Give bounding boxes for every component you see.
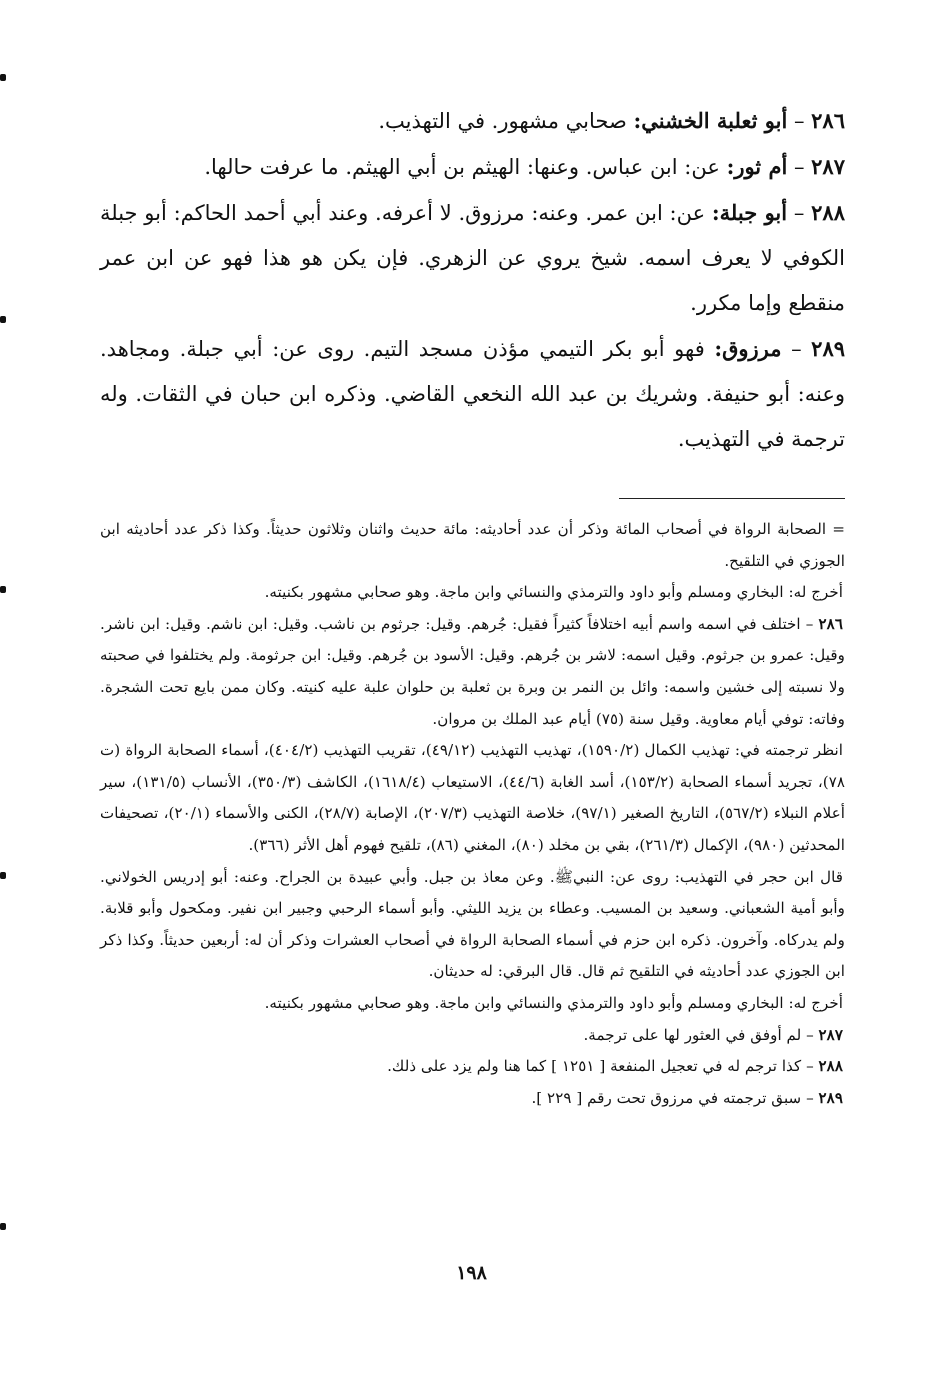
footnote-289 xyxy=(100,1083,845,1115)
footnote-separator: – xyxy=(800,614,819,633)
footnote-286 xyxy=(100,609,845,735)
entry-separator: – xyxy=(787,109,812,133)
footnote-takhrij-286: أخرج له: البخاري ومسلم وأبو داود والترمذي والنسائي وابن ماجة. وهو صحابي مشهور بكنيته. xyxy=(264,583,843,602)
entry-name: أم ثور: xyxy=(726,154,788,179)
footnote-ibn-hajar: قال ابن حجر في التهذيب: روى عن: النبيﷺ. وعن معاذ بن جبل. وأبي عبيدة بن الجراح. وعنه: أبو إدريس الخولاني. وأبو أمية الشعباني. وسعيد بن المسيب. وعطاء بن يزيد الليثي. وأبو أسماء الرحبي وجبير ابن نفير. ومكحول وأبو قلابة. ولم يدركاه. وآخرون. ذكره ابن حزم في أسماء الصحابة الرواة في أصحاب العشرات وذكر أن له: أربعين حديثاً. وكذا ذكر ابن الجوزي عدد أحاديثه في التلقيح ثم قال. قال البرقي: له حديثان. xyxy=(100,867,845,981)
footnote-separator: – xyxy=(801,1088,819,1107)
footnote-text: اختلف في اسمه واسم أبيه اختلافاً كثيراً فقيل: جُرهم. وقيل: جرثوم بن ناشب. وقيل: ابن ناشم. وقيل: ابن ناشر. وقيل: عمرو بن جرثوم. وقيل اسمه: لاشر بن جُرهم. وقيل: الأسود بن جُرهم. وقيل: ابن جرثومة. ولم يختلفوا في صحبته ولا نسبته إلى خشين واسمه: وائل بن النمر بن وبرة بن ثعلبة بن حلوان علبة عليه كنيته. وكان ممن بايع تحت الشجرة. وفاته: توفي أيام معاوية. وقيل سنة (٧٥) أيام عبد الملك بن مروان. xyxy=(100,614,845,728)
footnotes xyxy=(100,514,845,1114)
footnote-divider xyxy=(619,498,845,499)
footnote-takhrij-2: أخرج له: البخاري ومسلم وأبو داود والترمذي والنسائي وابن ماجة. وهو صحابي مشهور بكنيته. xyxy=(264,993,843,1012)
entry-text: عن: ابن عمر. وعنه: مرزوق. لا أعرفه. وعند أبي أحمد الحاكم: أبو جبلة الكوفي لا يعرف اسمه. شيخ يروي عن الزهري. فإن يكن هو هذا فهو عن ابن عمر منقطع وإما مكرر. xyxy=(100,201,845,315)
footnote-number: ٢٨٨ xyxy=(818,1057,843,1076)
entry-separator: – xyxy=(787,155,812,179)
entry-286 xyxy=(100,98,845,144)
entry-289 xyxy=(100,326,845,462)
entry-text: فهو أبو بكر التيمي مؤذن مسجد التيم. روى عن: أبي جبلة. ومجاهد. وعنه: أبو حنيفة. وشريك بن عبد الله النخعي القاضي. وذكره ابن حبان في الثقات. وله ترجمة في التهذيب. xyxy=(100,337,845,451)
entry-name: أبو ثعلبة الخشني: xyxy=(633,108,788,133)
footnote-separator: – xyxy=(801,1057,819,1076)
footnote-number: ٢٨٦ xyxy=(818,614,843,633)
entry-number: ٢٨٦ xyxy=(811,108,845,133)
footnote-288 xyxy=(100,1051,845,1083)
entry-separator: – xyxy=(781,337,812,361)
footnote-287 xyxy=(100,1020,845,1052)
footnote-continuation: = الصحابة الرواة في أصحاب المائة وذكر أن عدد أحاديثه: مائة حديث واثنان وثلاثون حديثاً. وكذا ذكر عدد أحاديثه ابن الجوزي في التلقيح. xyxy=(100,520,845,570)
footnote-number: ٢٨٩ xyxy=(818,1088,843,1107)
footnote-number: ٢٨٧ xyxy=(818,1025,843,1044)
main-text xyxy=(100,98,845,462)
entry-text: صحابي مشهور. في التهذيب. xyxy=(378,109,627,133)
scan-mark xyxy=(0,586,6,593)
footnote-separator: – xyxy=(801,1025,819,1044)
scan-mark xyxy=(0,74,6,81)
footnote-references: انظر ترجمته في: تهذيب الكمال (١٥٩٠/٢)، تهذيب التهذيب (٤٩/١٢)، تقريب التهذيب (٤٠٤/٢)، أسماء الصحابة الرواة (ت ٧٨)، تجريد أسماء الصحابة (١٥٣/٢)، أسد الغابة (٤٤/٦)، الاستيعاب (١٦١٨/٤)، الكاشف (٣٥٠/٣)، الأنساب (١٣١/٥)، سير أعلام النبلاء (٥٦٧/٢)، التاريخ الصغير (٩٧/١)، خلاصة التهذيب (٢٠٧/٣)، الإصابة (٢٨/٧)، الكنى والأسماء (٢٠/١)، تصحيفات المحدثين (٩٨٠)، الإكمال (٢٦١/٣)، بقي بن مخلد (٨٠)، المغني (٨٦)، تلقيح فهوم أهل الأثر (٣٦٦). xyxy=(100,741,846,854)
entry-text: عن: ابن عباس. وعنها: الهيثم بن أبي الهيثم. ما عرفت حالها. xyxy=(204,155,720,179)
entry-287 xyxy=(100,144,845,190)
entry-number: ٢٨٧ xyxy=(811,154,845,179)
page-number: ١٩٨ xyxy=(456,1262,487,1284)
scan-mark xyxy=(0,1223,6,1230)
entry-number: ٢٨٩ xyxy=(811,336,846,361)
footnote-text: كذا ترجم له في تعجيل المنفعة [ ١٢٥١ ] كما هنا ولم يزد على ذلك. xyxy=(387,1057,802,1076)
entry-name: مرزوق: xyxy=(714,336,782,361)
entry-number: ٢٨٨ xyxy=(811,200,845,225)
entry-separator: – xyxy=(787,201,812,225)
entry-name: أبو جبلة: xyxy=(711,200,788,225)
scan-mark xyxy=(0,316,6,323)
footnote-text: سبق ترجمته في مرزوق تحت رقم [ ٢٢٩ ]. xyxy=(531,1088,802,1107)
scan-mark xyxy=(0,872,6,879)
footnote-text: لم أوفق في العثور لها على ترجمة. xyxy=(583,1025,802,1044)
entry-288 xyxy=(100,190,845,326)
